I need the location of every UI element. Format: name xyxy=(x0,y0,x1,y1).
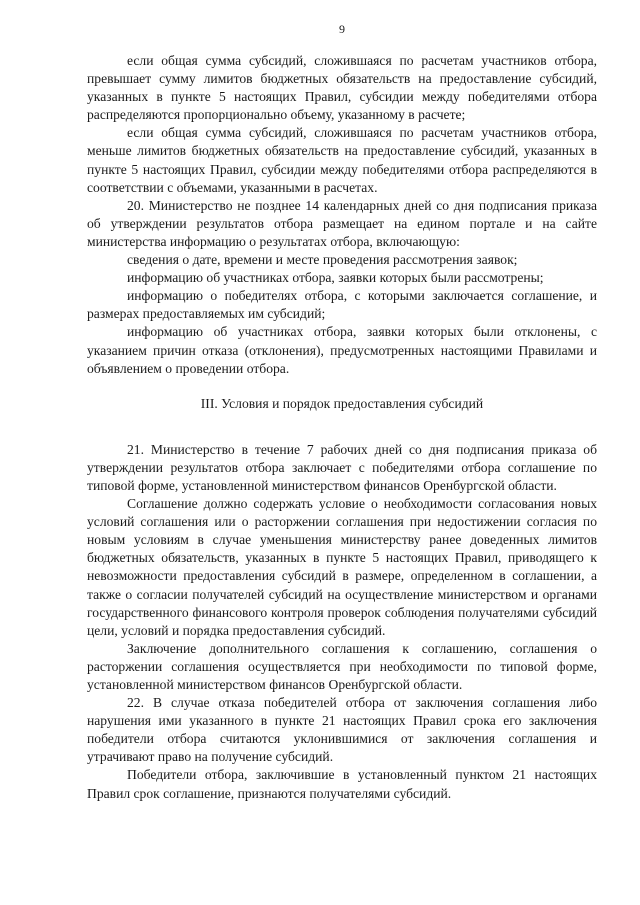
paragraph: информацию о победителях отбора, с которыми заключается соглашение, и размерах предоставляемых им субсидий; xyxy=(87,288,597,322)
paragraph: Заключение дополнительного соглашения к соглашению, соглашения о расторжении соглашения осуществляется при необходимости по типовой форме, установленной министерством финансов Оренбургской области. xyxy=(87,640,597,692)
paragraph: если общая сумма субсидий, сложившаяся по расчетам участников отбора, превышает сумму лимитов бюджетных обязательств на предоставление субсидий, указанных в пункте 5 настоящих Правил, субсидии между победителями отбора распределяются пропорционально объему, указанному в расчете; xyxy=(87,53,597,123)
paragraphs-after xyxy=(87,441,597,803)
paragraph: 21. Министерство в течение 7 рабочих дней со дня подписания приказа об утверждении результатов отбора заключает с победителями отбора соглашение по типовой форме, установленной министерством финансов Оренбургской области. xyxy=(87,441,597,493)
page-number: 9 xyxy=(339,22,345,36)
paragraph: Победители отбора, заключившие в установленный пунктом 21 настоящих Правил срок соглашение, признаются получателями субсидий. xyxy=(87,767,597,801)
paragraph: сведения о дате, времени и месте проведения рассмотрения заявок; xyxy=(127,252,518,268)
document-page xyxy=(87,22,597,803)
paragraphs-before xyxy=(87,52,597,378)
paragraph: если общая сумма субсидий, сложившаяся по расчетам участников отбора, меньше лимитов бюджетных обязательств на предоставление субсидий, указанных в пункте 5 настоящих Правил, субсидии между победителями отбора распределяются в соответствии с объемами, указанными в расчетах. xyxy=(87,125,597,195)
paragraph: информацию об участниках отбора, заявки которых были отклонены, с указанием причин отказа (отклонения), предусмотренных настоящими Правилами и объявлением о проведении отбора. xyxy=(87,324,597,376)
paragraph: Соглашение должно содержать условие о необходимости согласования новых условий соглашения или о расторжении соглашения при недостижении согласия по новым условиям в случае уменьшения министерству ранее доведенных лимитов бюджетных обязательств, указанных в пункте 5 настоящих Правил, приводящего к невозможности предоставления субсидий в размере, определенном в соглашении, а также о согласии получателей субсидий на осуществление министерством и органами государственного финансового контроля проверок соблюдения получателями субсидий цели, условий и порядка предоставления субсидий. xyxy=(87,496,597,638)
paragraph: информацию об участниках отбора, заявки которых были рассмотрены; xyxy=(127,270,544,286)
paragraph: 22. В случае отказа победителей отбора от заключения соглашения либо нарушения ими указанного в пункте 21 настоящих Правил срока его заключения победители отбора считаются уклонившимися от заключения соглашения и утрачивают право на получение субсидий. xyxy=(87,695,597,765)
paragraph: 20. Министерство не позднее 14 календарных дней со дня подписания приказа об утверждении результатов отбора размещает на едином портале и на сайте министерства информацию о результатах отбора, включающую: xyxy=(87,197,597,249)
section-heading: III. Условия и порядок предоставления субсидий xyxy=(200,395,484,411)
